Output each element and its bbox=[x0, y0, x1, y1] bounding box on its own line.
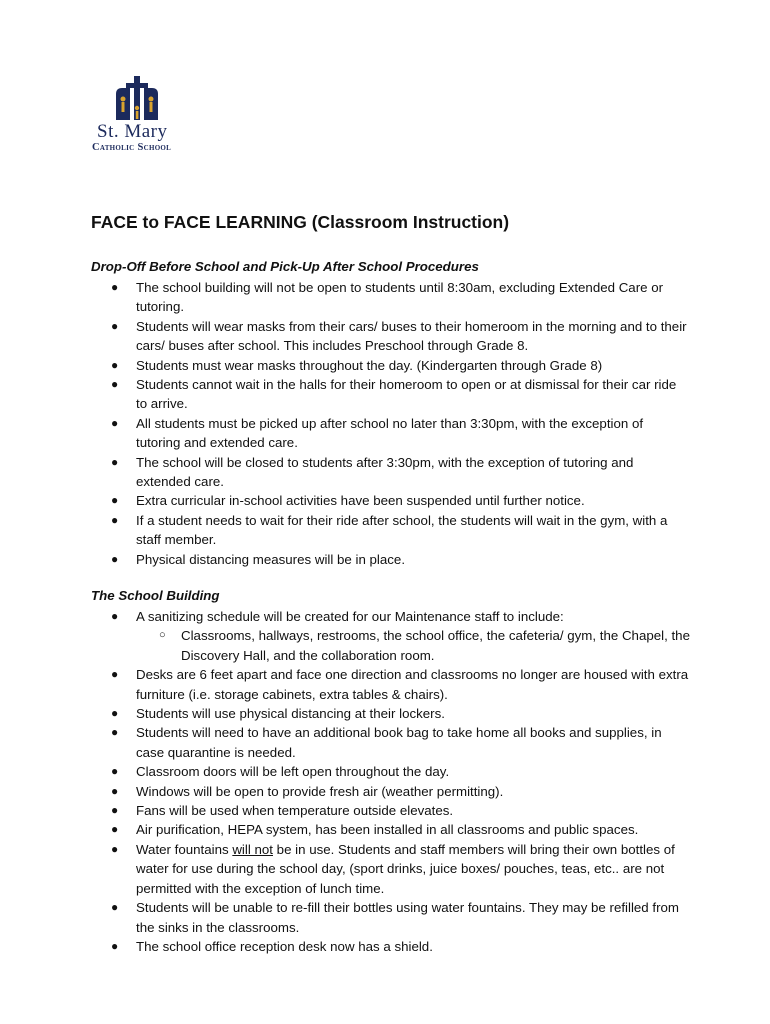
list-item: ● Physical distancing measures will be in place. bbox=[111, 551, 406, 567]
list-item: ● Students will need to have an additional book bag to take home all books and supplies, in case quarantine is needed. bbox=[111, 725, 662, 760]
list-item: ● Windows will be open to provide fresh air (weather permitting). bbox=[111, 783, 504, 799]
list-item: ● Fans will be used when temperature outside elevates. bbox=[111, 803, 454, 819]
logo-line2: Catholic School bbox=[92, 142, 172, 153]
list-item: ● Air purification, HEPA system, has been installed in all classrooms and public spaces. bbox=[111, 822, 639, 838]
list-item: ● Students cannot wait in the halls for their homeroom to open or at dismissal for their car ride to arrive. bbox=[111, 377, 677, 412]
list-item: ● The school building will not be open to students until 8:30am, excluding Extended Care or tutoring. bbox=[111, 280, 664, 315]
section-heading-building: The School Building bbox=[91, 588, 220, 603]
page-title: FACE to FACE LEARNING (Classroom Instruction) bbox=[91, 212, 510, 232]
list-item: ● Desks are 6 feet apart and face one direction and classrooms no longer are housed with extra furniture (i.e. storage cabinets, extra tables & chairs). bbox=[111, 667, 689, 702]
list-item: ● Students must wear masks throughout the day. (Kindergarten through Grade 8) bbox=[111, 357, 603, 373]
logo-line1: St. Mary bbox=[97, 121, 168, 142]
building-list bbox=[91, 607, 691, 956]
list-item: ● The school will be closed to students after 3:30pm, with the exception of tutoring and extended care. bbox=[111, 454, 634, 490]
underlined-will-not: will not bbox=[232, 841, 273, 857]
list-item: ● Students will use physical distancing at their lockers. bbox=[111, 706, 445, 722]
section-heading-dropoff: Drop-Off Before School and Pick-Up After School Procedures bbox=[91, 259, 479, 274]
list-item-water-fountains: ● Water fountains will not be in use. Students and staff members will bring their own bottles of water for use during the school day, (sport drinks, juice boxes/ pouches, teas, etc.. are not permitted with the exception of lunch time. bbox=[111, 841, 675, 896]
list-item: ● The school office reception desk now has a shield. bbox=[111, 938, 433, 954]
school-name-logo bbox=[92, 122, 192, 154]
dropoff-list bbox=[91, 278, 691, 569]
list-item: ● All students must be picked up after school no later than 3:30pm, with the exception of tutoring and extended care. bbox=[111, 415, 644, 451]
list-item: ● Classroom doors will be left open throughout the day. bbox=[111, 764, 450, 780]
list-item: ● Extra curricular in-school activities have been suspended until further notice. bbox=[111, 493, 585, 509]
sub-list-item: ○ Classrooms, hallways, restrooms, the school office, the cafeteria/ gym, the Chapel, the Discovery Hall, and the collaboration room. bbox=[159, 628, 690, 663]
list-item: ● Students will be unable to re-fill their bottles using water fountains. They may be refilled from the sinks in the classrooms. bbox=[111, 900, 679, 935]
sub-list bbox=[136, 626, 691, 665]
list-item: ● If a student needs to wait for their ride after school, the students will wait in the gym, with a staff member. bbox=[111, 512, 668, 548]
list-item: ● A sanitizing schedule will be created for our Maintenance staff to include: ○ Classrooms, hallways, restrooms, the school office, the cafeteria/ gym, the Chapel, the Discovery Hall, and the collaboration room. bbox=[91, 607, 691, 665]
list-item: ● Students will wear masks from their cars/ buses to their homeroom in the morning and to their cars/ buses after school. This includes Preschool through Grade 8. bbox=[111, 318, 687, 354]
